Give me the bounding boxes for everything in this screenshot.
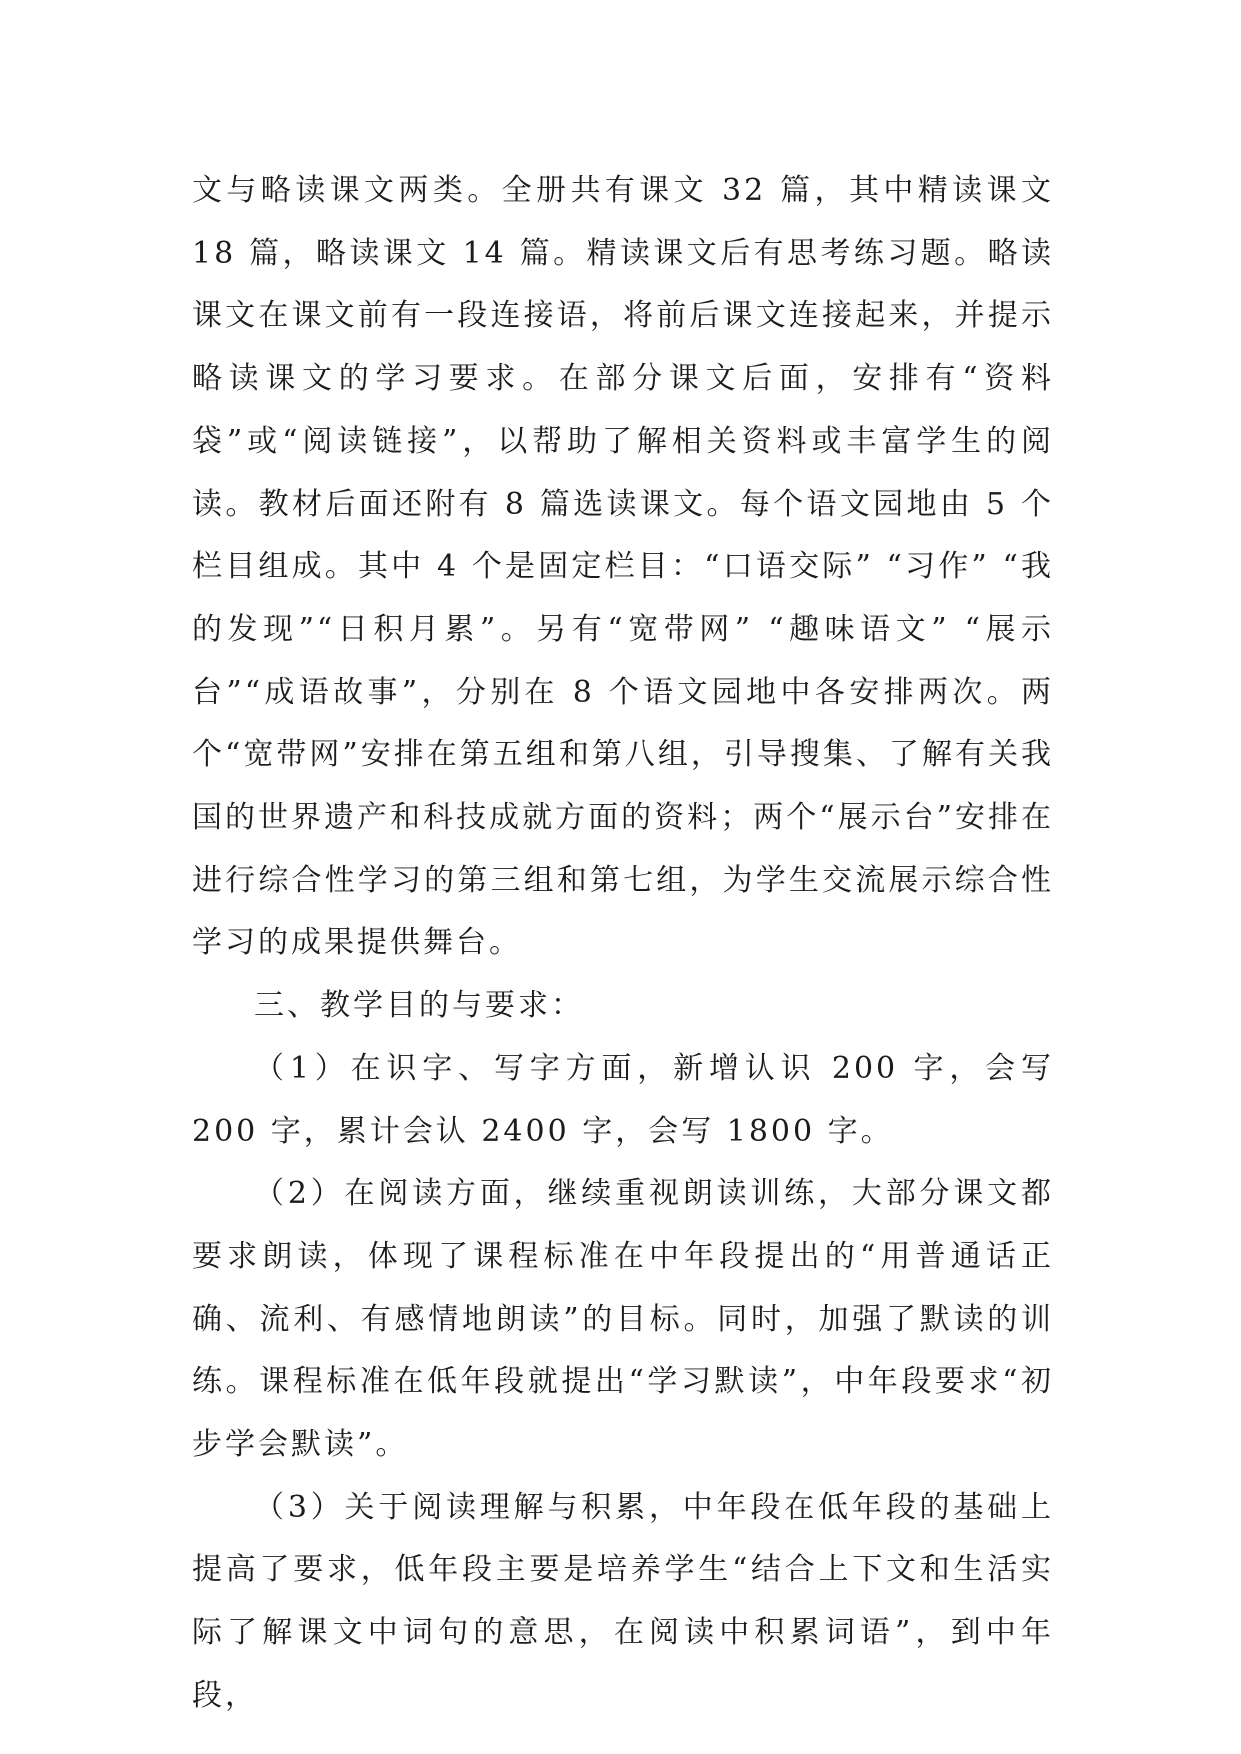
section-heading-teaching-goals: 三、教学目的与要求： xyxy=(254,988,584,1024)
document-body xyxy=(192,160,1054,1728)
paragraph-reading-aloud: （2）在阅读方面，继续重视朗读训练，大部分课文都要求朗读，体现了课程标准在中年段提出的“用普通话正确、流利、有感情地朗读”的目标。同时，加强了默读的训练。课程标准在低年段就提出“学习默读”，中年段要求“初步学会默读”。 xyxy=(192,1176,1054,1463)
paragraph-reading-types: 文与略读课文两类。全册共有课文 32 篇，其中精读课文 18 篇，略读课文 14 篇。精读课文后有思考练习题。略读课文在课文前有一段连接语，将前后课文连接起来，并提示略读课文的学习要求。在部分课文后面，安排有“资料袋”或“阅读链接”，以帮助了解相关资料或丰富学生的阅读。教材后面还附有 8 篇选读课文。每个语文园地由 5 个栏目组成。其中 4 个是固定栏目：“口语交际” “习作” “我的发现”“日积月累”。另有“宽带网” “趣味语文” “展示台”“成语故事”，分别在 8 个语文园地中各安排两次。两个“宽带网”安排在第五组和第八组，引导搜集、了解有关我国的世界遗产和科技成就方面的资料；两个“展示台”安排在进行综合性学习的第三组和第七组，为学生交流展示综合性学习的成果提供舞台。 xyxy=(192,173,1054,961)
paragraph-comprehension: （3）关于阅读理解与积累，中年段在低年段的基础上提高了要求，低年段主要是培养学生“结合上下文和生活实际了解课文中词句的意思，在阅读中积累词语”，到中年段， xyxy=(192,1489,1054,1713)
paragraph-literacy-writing: （1）在识字、写字方面，新增认识 200 字，会写 200 字，累计会认 2400 字，会写 1800 字。 xyxy=(192,1050,1054,1149)
